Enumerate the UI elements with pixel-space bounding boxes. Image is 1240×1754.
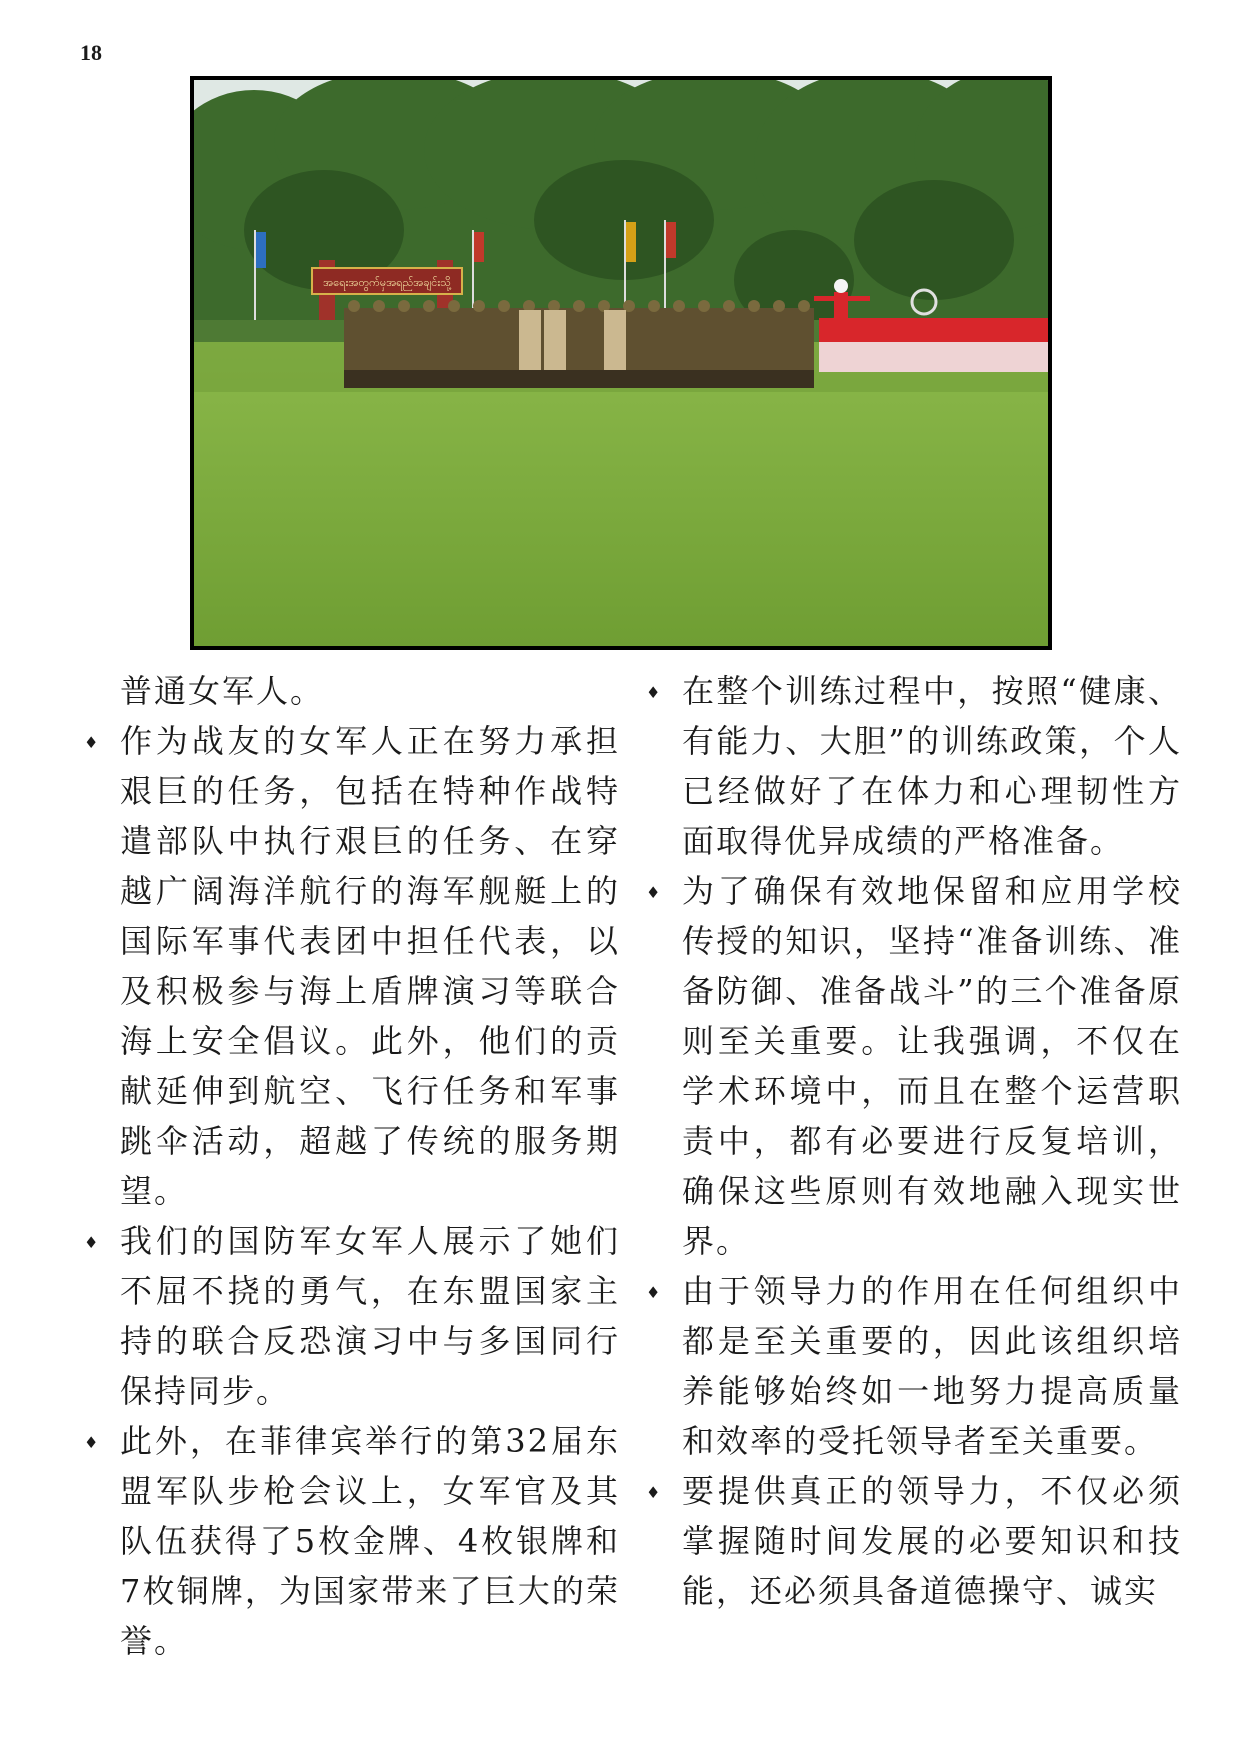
parade-photo-illustration: [194, 80, 1048, 646]
bullet-paragraph: ♦ 要提供真正的领导力，不仅必须掌握随时间发展的必要知识和技能，还必须具备道德操守、诚实: [682, 1466, 1182, 1616]
bullet-paragraph: ♦ 由于领导力的作用在任何组织中都是至关重要的，因此该组织培养能够始终如一地努力提高质量和效率的受托领导者至关重要。: [682, 1266, 1182, 1466]
right-column: [682, 666, 1182, 1616]
parade-photo: [190, 76, 1052, 650]
bullet-paragraph: ♦ 在整个训练过程中，按照“健康、有能力、大胆”的训练政策，个人已经做好了在体力和心理韧性方面取得优异成绩的严格准备。: [682, 666, 1182, 866]
left-column: [120, 666, 620, 1666]
paragraph-continued: 普通女军人。: [120, 672, 325, 710]
soldier-formation: [344, 308, 814, 388]
bullet-paragraph: ♦ 为了确保有效地保留和应用学校传授的知识，坚持“准备训练、准备防御、准备战斗”的三个准备原则至关重要。让我强调，不仅在学术环境中，而且在整个运营职责中，都有必要进行反复培训，确保这些原则有效地融入现实世界。: [682, 866, 1182, 1266]
bullet-paragraph: ♦ 此外，在菲律宾举行的第32届东盟军队步枪会议上，女军官及其队伍获得了5枚金牌、4枚银牌和7枚铜牌，为国家带来了巨大的荣誉。: [120, 1416, 620, 1666]
banner-text: အရေးအတွက်မှအရည်အချင်းသို့: [323, 276, 451, 289]
page-number: 18: [80, 40, 102, 65]
bullet-paragraph: ♦ 我们的国防军女军人展示了她们不屈不挠的勇气，在东盟国家主持的联合反恐演习中与多国同行保持同步。: [120, 1216, 620, 1416]
bullet-paragraph: ♦ 作为战友的女军人正在努力承担艰巨的任务，包括在特种作战特遣部队中执行艰巨的任务、在穿越广阔海洋航行的海军舰艇上的国际军事代表团中担任代表，以及积极参与海上盾牌演习等联合海上安全倡议。此外，他们的贡献延伸到航空、飞行任务和军事跳伞活动，超越了传统的服务期望。: [120, 716, 620, 1216]
